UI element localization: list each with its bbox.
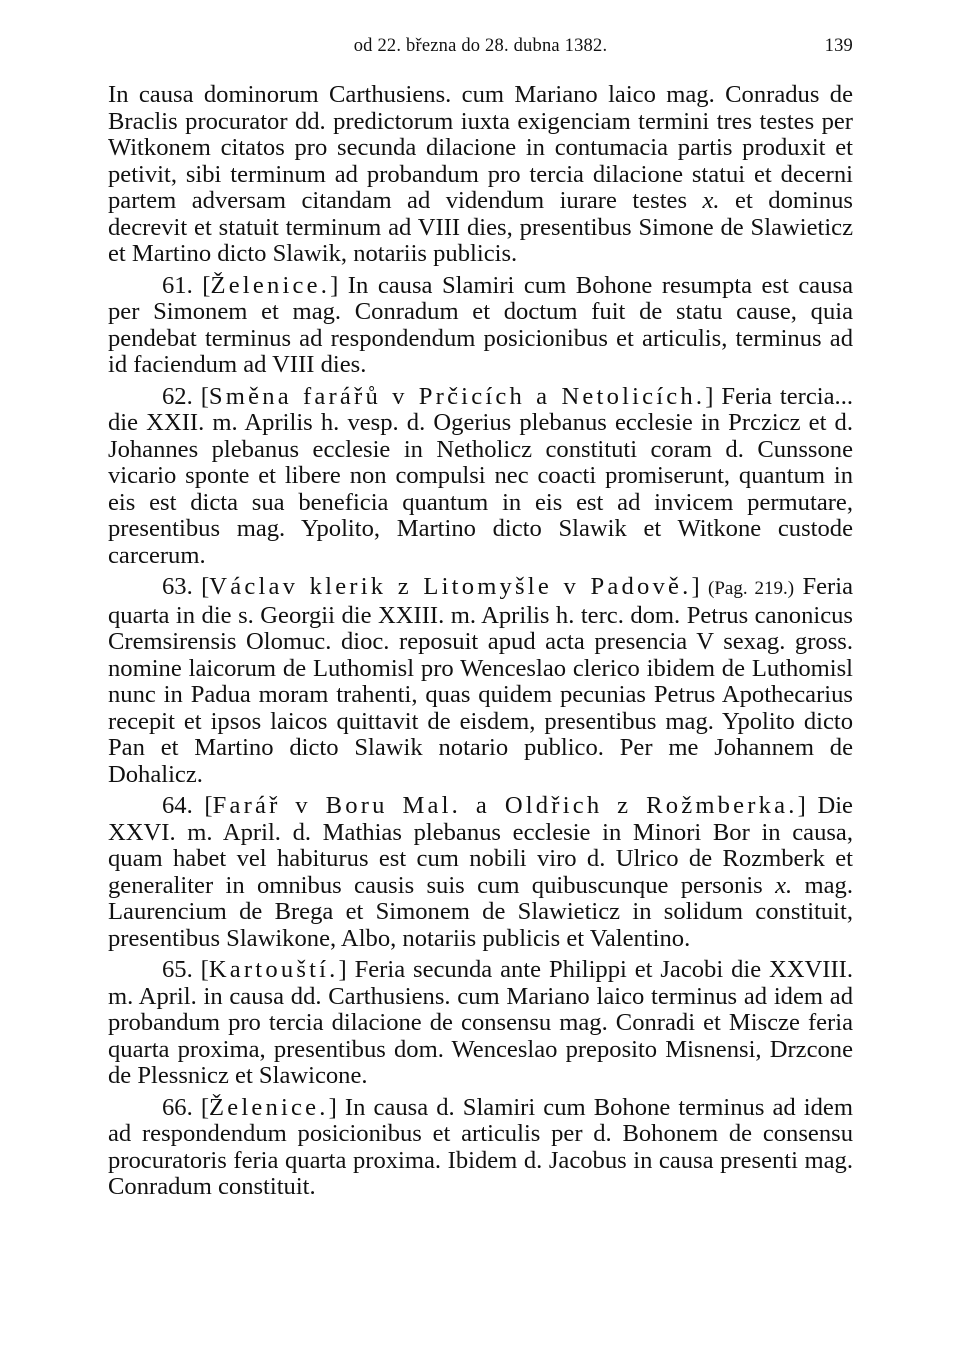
entry-64	[108, 793, 853, 952]
abbrev-mark: x.	[702, 187, 720, 214]
entry-heading: Želenice.	[209, 1093, 329, 1121]
document-page	[108, 36, 853, 1201]
entry-63	[108, 574, 853, 788]
entry-text: Feria quarta in die s. Georgii die XXIII. m. Aprilis h. terc. dom. Petrus canonicus Cremsirensis Olomuc. dioc. reposuit apud acta presencia V sexag. gross. nomine laicorum de Luthomisl pro Wenceslao clerico ibidem de Luthomisl nunc in Padua moram trahenti, quas quidem pecunias Petrus Apothecarius recepit et ipsos laicos quittavit de eisdem, presentibus mag. Ypolito dicto Pan et Martino dicto Slawik notario publico. Per me Johannem de Dohalicz.	[108, 573, 853, 788]
entry-heading: Kartouští.	[208, 956, 339, 983]
entry-66	[108, 1095, 853, 1201]
document-body	[108, 82, 853, 1201]
entry-text: ] Feria secunda ante Philippi et Jacobi die XXVIII. m. April. in causa dd. Carthusiens. cum Mariano laico terminus ad idem ad probandum pro tercia dilacione de consensu mag. Conradi et Miscze feria quarta proxima, presentibus dom. Wenceslao preposito Misnensi, Drzcone de Plessnicz et Slawicone.	[108, 956, 853, 1089]
entry-number: 63. [	[162, 573, 210, 600]
entry-number: 65. [	[162, 956, 209, 983]
entry-text: ] Feria tercia... die XXII. m. Aprilis h. vesp. d. Ogerius plebanus ecclesie in Prczicz et d. Johannes plebanus ecclesie in Netholicz constituti coram d. Cunssone vicario sponte et libere non compulsi nec coacti promiserunt, quantum in eis est dicta sua beneficia quantum in eis est ad invicem permutare, presentibus mag. Ypolito, Martino dicto Slawik et Witkone custode carcerum.	[108, 382, 853, 569]
paragraph-continuation	[108, 82, 853, 268]
entry-text: ] In causa Slamiri cum Bohone resumpta est causa per Simonem et mag. Conradum et doctum fuit de statu cause, quia pendebat terminus ad respondendum posicionibus et articulis, terminus ad id faciendum ad VIII dies.	[108, 271, 853, 378]
entry-number: 66. [	[162, 1093, 210, 1121]
entry-text: ] Die XXVI. m. April. d. Mathias plebanus ecclesie in Minori Bor in causa, quam habet vel habiturus est cum nobili viro d. Ulrico de Rozmberk et generaliter in omnibus causis suis cum quibuscunque personis	[108, 792, 853, 899]
abbrev-mark: x.	[775, 871, 793, 899]
entry-bracket: ]	[691, 573, 709, 600]
entry-number: 64. [	[162, 792, 213, 819]
entry-number: 62. [	[162, 382, 209, 410]
entry-65	[108, 957, 853, 1090]
page-number: 139	[824, 36, 853, 56]
paragraph-text: In causa dominorum Carthusiens. cum Mariano laico mag. Conradus de Braclis procurator dd. predictorum iuxta exigenciam termini tres testes per Witkonem citatos pro secunda dilacione in contumacia partis produxit et petivit, sibi terminum ad probandum pro tercia dilacione statui et decerni partem adversam citandam ad videndum iurare testes	[108, 81, 853, 214]
entry-heading: Želenice.	[210, 271, 331, 299]
running-title: od 22. března do 28. dubna 1382.	[353, 36, 608, 56]
entry-61	[108, 273, 853, 379]
page-header	[108, 36, 853, 66]
entry-62	[108, 384, 853, 570]
entry-heading: Farář v Boru Mal. a Oldřich z Rožmberka.	[212, 792, 798, 819]
entry-text: ] In causa d. Slamiri cum Bohone terminus ad idem ad respondendum posicionibus et articulis per d. Bohonem de consensu procuratoris feria quarta proxima. Ibidem d. Jacobus in causa presenti mag. Conradum constituit.	[108, 1093, 853, 1200]
paragraph-text: et dominus decrevit et statuit terminum ad VIII dies, presentibus Simone de Slawieticz et Martino dicto Slawik, notariis publicis.	[108, 187, 853, 267]
entry-number: 61. [	[162, 271, 211, 299]
entry-heading: Václav klerik z Litomyšle v Padově.	[209, 573, 692, 600]
entry-text: mag. Laurencium de Brega et Simonem de Slawieticz in solidum constituit, presentibus Slawikone, Albo, notariis publicis et Valentino.	[108, 871, 853, 952]
entry-heading: Směna farářů v Prčicích a Netolicích.	[208, 382, 706, 410]
page-reference: (Pag. 219.)	[708, 578, 795, 599]
